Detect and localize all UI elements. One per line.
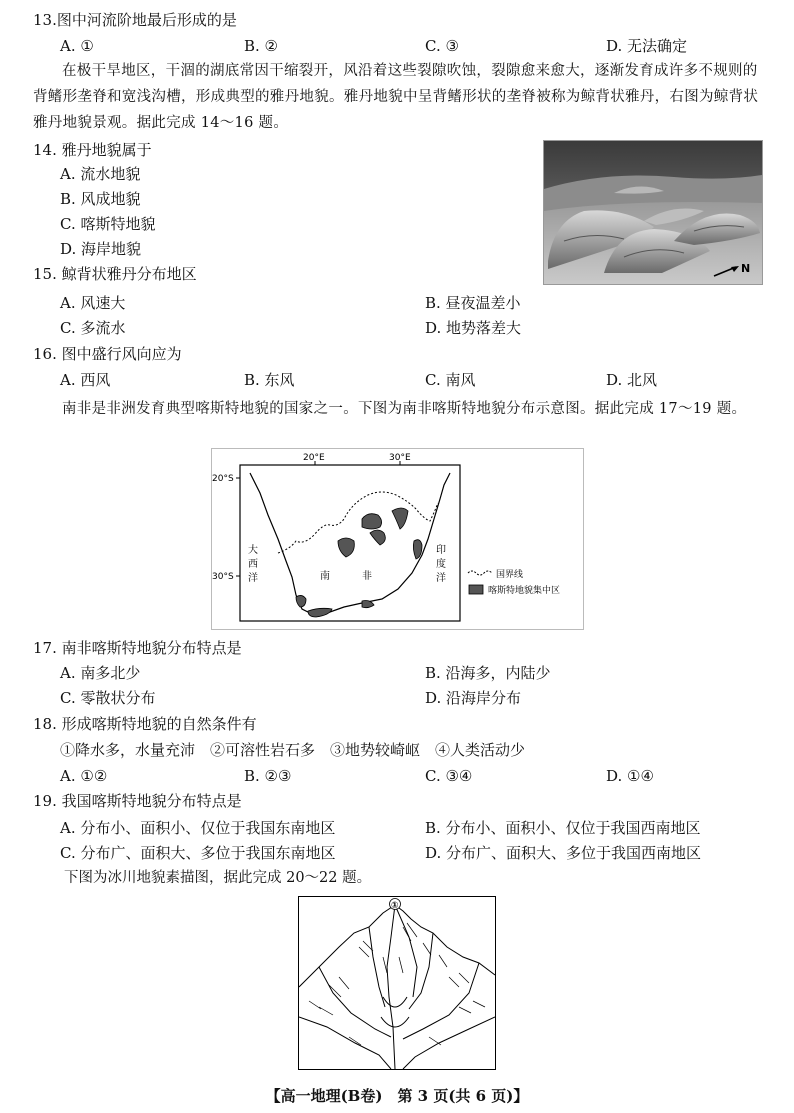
- q18-conditions: ①降水多，水量充沛 ②可溶性岩石多 ③地势较崎岖 ④人类活动少: [60, 741, 526, 759]
- q16-option-c: C. 南风: [425, 371, 476, 389]
- q16-option-a: A. 西风: [60, 371, 111, 389]
- q15-option-d: D. 地势落差大: [425, 319, 522, 337]
- atlantic-label-3: 洋: [248, 573, 258, 584]
- q18-option-b: B. ②③: [244, 767, 292, 785]
- q17-option-a: A. 南多北少: [60, 664, 141, 682]
- q14-option-a: A. 流水地貌: [60, 165, 141, 183]
- q15-stem: 15. 鲸背状雅丹分布地区: [33, 265, 197, 283]
- south-africa-karst-map: [211, 448, 584, 630]
- q14-option-c: C. 喀斯特地貌: [60, 215, 156, 233]
- intro-14-16: 在极干旱地区，干涸的湖底常因干缩裂开，风沿着这些裂隙吹蚀，裂隙愈来愈大，逐渐发育成许多不规则的背鳍形垄脊和宽浅沟槽，形成典型的雅丹地貌。雅丹地貌中呈背鳍形状的垄脊被称为鲸背状雅丹，右图为鲸背状雅丹地貌景观。据此完成 14～16 题。: [33, 63, 759, 131]
- q19-option-b: B. 分布小、面积小、仅位于我国西南地区: [425, 819, 701, 837]
- q13-option-b: B. ②: [244, 37, 279, 55]
- q16-option-d: D. 北风: [606, 371, 658, 389]
- atlantic-label-1: 大: [248, 545, 258, 556]
- q18-option-d: D. ①④: [606, 767, 654, 785]
- q16-stem: 16. 图中盛行风向应为: [33, 345, 182, 363]
- q13-option-a: A. ①: [60, 37, 94, 55]
- legend-karst-symbol: [469, 585, 483, 594]
- north-label: N: [741, 262, 751, 275]
- indian-label-1: 印: [436, 545, 446, 556]
- q18-option-c: C. ③④: [425, 767, 473, 785]
- karst-area: [362, 514, 382, 529]
- q18-stem: 18. 形成喀斯特地貌的自然条件有: [33, 715, 257, 733]
- yardang-illustration: [544, 141, 762, 284]
- indian-label-3: 洋: [436, 573, 446, 584]
- country-label-1: 南: [320, 571, 330, 582]
- yardang-figure: [543, 140, 763, 285]
- page-footer: 【高一地理(B卷) 第 3 页(共 6 页)】: [265, 1087, 529, 1105]
- q14-option-b: B. 风成地貌: [60, 190, 141, 208]
- q17-option-c: C. 零散状分布: [60, 689, 156, 707]
- atlantic-label-2: 西: [248, 559, 258, 570]
- country-label-2: 非: [362, 571, 372, 582]
- q15-option-a: A. 风速大: [60, 294, 126, 312]
- q17-option-b: B. 沿海多，内陆少: [425, 664, 551, 682]
- lat-label-30s: 30°S: [212, 572, 234, 582]
- indian-label-2: 度: [436, 559, 446, 570]
- q19-option-c: C. 分布广、面积大、多位于我国东南地区: [60, 844, 336, 862]
- q15-option-c: C. 多流水: [60, 319, 126, 337]
- glacier-sketch-figure: [298, 896, 496, 1070]
- q13-option-c: C. ③: [425, 37, 459, 55]
- q15-option-b: B. 昼夜温差小: [425, 294, 521, 312]
- q16-option-b: B. 东风: [244, 371, 295, 389]
- q13-option-d: D. 无法确定: [606, 37, 688, 55]
- lat-label-20s: 20°S: [212, 474, 234, 484]
- lon-label-30e: 30°E: [389, 453, 411, 463]
- q14-stem: 14. 雅丹地貌属于: [33, 141, 152, 159]
- glacier-sketch: [299, 897, 495, 1069]
- q18-option-a: A. ①②: [60, 767, 108, 785]
- intro-17-19: 南非是非洲发育典型喀斯特地貌的国家之一。下图为南非喀斯特地貌分布示意图。据此完成 17～19 题。: [62, 401, 747, 417]
- q13-stem: 13.图中河流阶地最后形成的是: [33, 11, 237, 29]
- q19-option-a: A. 分布小、面积小、仅位于我国东南地区: [60, 819, 336, 837]
- legend-border-label: 国界线: [496, 570, 524, 580]
- q17-stem: 17. 南非喀斯特地貌分布特点是: [33, 639, 242, 657]
- legend-border-symbol: [468, 571, 492, 575]
- q19-stem: 19. 我国喀斯特地貌分布特点是: [33, 792, 242, 810]
- intro-20-22: 下图为冰川地貌素描图，据此完成 20～22 题。: [64, 870, 372, 886]
- lon-label-20e: 20°E: [303, 453, 325, 463]
- q19-option-d: D. 分布广、面积大、多位于我国西南地区: [425, 844, 702, 862]
- south-africa-map-svg: [212, 449, 583, 629]
- legend-karst-label: 喀斯特地貌集中区: [488, 586, 561, 596]
- peak-label: ①: [391, 901, 399, 911]
- q17-option-d: D. 沿海岸分布: [425, 689, 522, 707]
- q14-option-d: D. 海岸地貌: [60, 240, 142, 258]
